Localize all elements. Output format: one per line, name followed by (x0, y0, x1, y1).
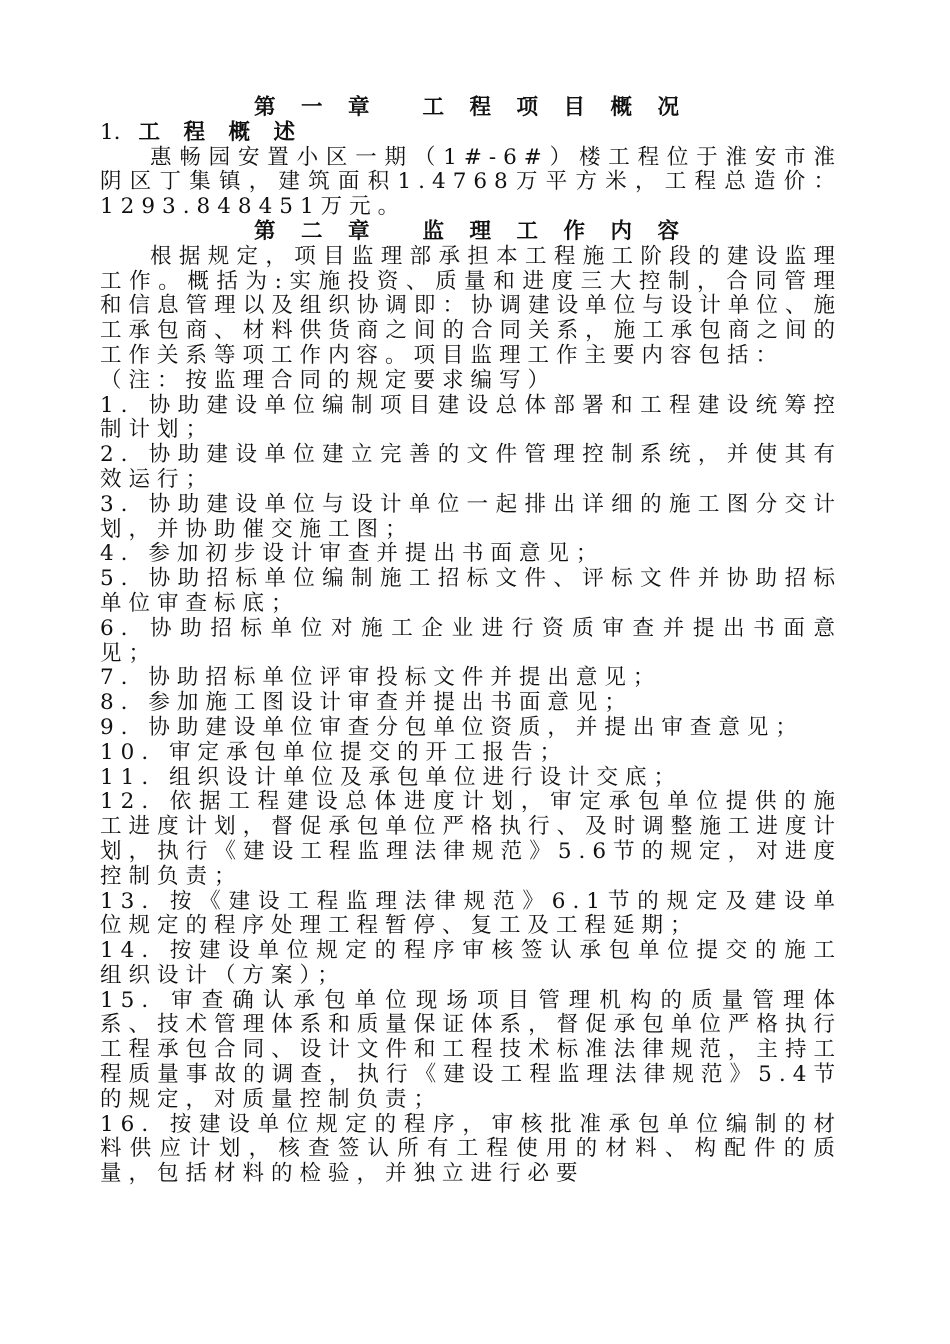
list-item: 8. 参加施工图设计审查并提出书面意见； (100, 690, 633, 716)
list-item: 11. 组织设计单位及承包单位进行设计交底； (100, 764, 683, 790)
list-item: 13. 按《建设工程监理法律规范》6.1节的规定及建设单位规定的程序处理工程暂停、复工及工程延期； (100, 888, 842, 939)
section-1-number: 1. (100, 119, 121, 145)
chapter-2-label: 第 二 章 (254, 218, 379, 244)
intro-paragraph: 根据规定，项目监理部承担本工程施工阶段的建设监理工作。概括为:实施投资、质量和进度三大控制，合同管理和信息管理以及组织协调即：协调建设单位与设计单位、施工承包商、材料供货商之间的合同关系，施工承包商之间的工作关系等项工作内容。项目监理工作主要内容包括： (100, 243, 842, 368)
note-line: （注：按监理合同的规定要求编写） (100, 367, 557, 393)
list-item: 9. 协助建设单位审查分包单位资质，并提出审查意见； (100, 714, 804, 740)
chapter-2-title: 监 理 工 作 内 容 (422, 218, 688, 244)
list-item: 1. 协助建设单位编制项目建设总体部署和工程建设统筹控制计划； (100, 392, 842, 443)
list-item: 5. 协助招标单位编制施工招标文件、评标文件并协助招标单位审查标底； (100, 566, 842, 616)
section-1-heading (100, 121, 842, 146)
work-items-list (100, 394, 842, 1188)
chapter-1-heading (100, 96, 842, 121)
list-item: 2. 协助建设单位建立完善的文件管理控制系统，并使其有效运行； (100, 442, 842, 492)
list-item: 12. 依据工程建设总体进度计划，审定承包单位提供的施工进度计划，督促承包单位严格执行、及时调整施工进度计划，执行《建设工程监理法律规范》5.6节的规定，对进度控制负责； (100, 789, 842, 889)
chapter-2-heading (100, 220, 842, 245)
list-item: 7. 协助招标单位评审投标文件并提出意见； (100, 665, 662, 691)
document-page (100, 96, 842, 1187)
chapter-1-label: 第 一 章 (254, 95, 379, 120)
list-item: 16. 按建设单位规定的程序，审核批准承包单位编制的材料供应计划，核查签认所有工程使用的材料、构配件的质量，包括材料的检验，并独立进行必要 (100, 1111, 842, 1187)
list-item: 14. 按建设单位规定的程序审核签认承包单位提交的施工组织设计（方案）； (100, 938, 842, 988)
list-item: 10. 审定承包单位提交的开工报告； (100, 739, 569, 765)
list-item: 4. 参加初步设计审查并提出书面意见； (100, 541, 605, 567)
section-1-title: 工 程 概 述 (138, 119, 303, 145)
chapter-1-title: 工 程 项 目 概 况 (422, 95, 688, 120)
overview-paragraph: 惠畅园安置小区一期（1#-6#）楼工程位于淮安市淮阴区丁集镇，建筑面积1.4768万平方米，工程总造价：1293.848451万元。 (100, 144, 842, 220)
list-item: 3. 协助建设单位与设计单位一起排出详细的施工图分交计划，并协助催交施工图； (100, 491, 842, 542)
list-item: 6. 协助招标单位对施工企业进行资质审查并提出书面意见； (100, 615, 842, 666)
list-item: 15. 审查确认承包单位现场项目管理机构的质量管理体系、技术管理体系和质量保证体系，督促承包单位严格执行工程承包合同、设计文件和工程技术标准法律规范，主持工程质量事故的调查，执行《建设工程监理法律规范》5.4节的规定，对质量控制负责； (100, 987, 842, 1112)
